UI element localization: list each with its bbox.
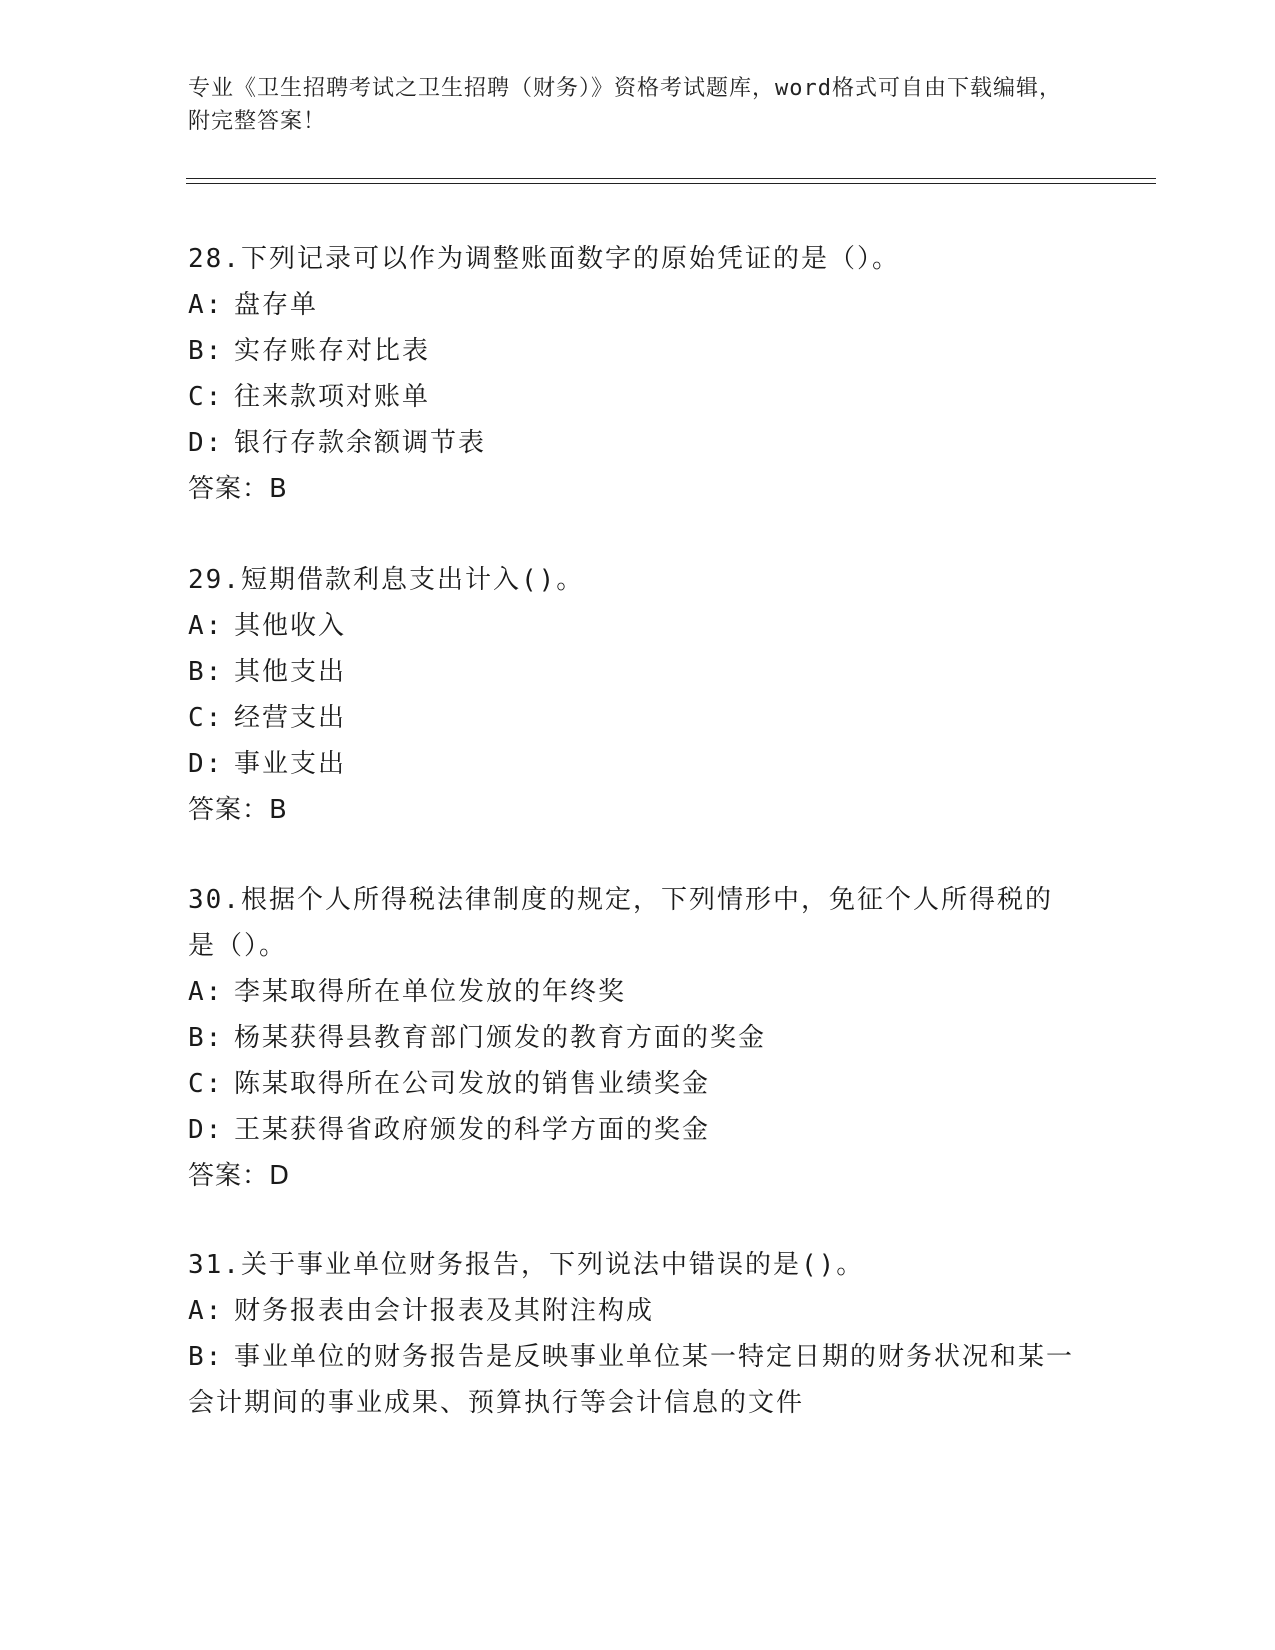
option-text: 王某获得省政府颁发的科学方面的奖金 [234, 1115, 711, 1145]
option-b [188, 649, 1078, 695]
option-letter: B: [188, 1023, 224, 1053]
option-b [188, 328, 1078, 374]
header-rule-top [186, 178, 1156, 179]
option-text: 经营支出 [234, 703, 347, 733]
option-letter: C: [188, 703, 224, 733]
option-text: 事业单位的财务报告是反映事业单位某一特定日期的财务状况和某一会计期间的事业成果、预算执行等会计信息的文件 [188, 1342, 1075, 1418]
question-stem: 28.下列记录可以作为调整账面数字的原始凭证的是（）。 [188, 244, 900, 274]
option-text: 杨某获得县教育部门颁发的教育方面的奖金 [234, 1023, 767, 1053]
option-text: 财务报表由会计报表及其附注构成 [234, 1296, 655, 1326]
option-text: 事业支出 [234, 749, 347, 779]
option-c [188, 1061, 1078, 1107]
answer: 答案：B [188, 795, 288, 825]
option-letter: B: [188, 336, 224, 366]
option-letter: D: [188, 1115, 224, 1145]
document-header: 专业《卫生招聘考试之卫生招聘（财务）》资格考试题库，word格式可自由下载编辑，附完整答案！ [188, 76, 1062, 134]
question-stem: 30.根据个人所得税法律制度的规定，下列情形中，免征个人所得税的是（）。 [188, 885, 1053, 961]
option-letter: C: [188, 1069, 224, 1099]
option-letter: A: [188, 611, 224, 641]
option-letter: A: [188, 290, 224, 320]
option-text: 其他支出 [234, 657, 347, 687]
question-28 [188, 236, 1078, 512]
answer: 答案：B [188, 474, 288, 504]
option-b [188, 1015, 1078, 1061]
option-letter: A: [188, 977, 224, 1007]
answer: 答案：D [188, 1161, 291, 1191]
option-text: 陈某取得所在公司发放的销售业绩奖金 [234, 1069, 711, 1099]
option-letter: B: [188, 657, 224, 687]
question-stem: 29.短期借款利息支出计入()。 [188, 565, 585, 595]
option-text: 其他收入 [234, 611, 347, 641]
header-rule-bottom [186, 183, 1156, 184]
option-b [188, 1334, 1078, 1426]
option-text: 盘存单 [234, 290, 319, 320]
option-a [188, 282, 1078, 328]
question-stem: 31.关于事业单位财务报告，下列说法中错误的是()。 [188, 1250, 865, 1280]
option-letter: D: [188, 428, 224, 458]
option-a [188, 969, 1078, 1015]
option-c [188, 695, 1078, 741]
question-29 [188, 557, 1078, 833]
option-a [188, 603, 1078, 649]
option-a [188, 1288, 1078, 1334]
option-d [188, 420, 1078, 466]
option-text: 银行存款余额调节表 [234, 428, 487, 458]
option-d [188, 741, 1078, 787]
option-text: 往来款项对账单 [234, 382, 431, 412]
option-d [188, 1107, 1078, 1153]
option-text: 实存账存对比表 [234, 336, 431, 366]
option-letter: A: [188, 1296, 224, 1326]
question-31 [188, 1242, 1078, 1426]
option-text: 李某取得所在单位发放的年终奖 [234, 977, 627, 1007]
question-30 [188, 877, 1078, 1199]
option-letter: D: [188, 749, 224, 779]
option-letter: B: [188, 1342, 224, 1372]
option-c [188, 374, 1078, 420]
option-letter: C: [188, 382, 224, 412]
